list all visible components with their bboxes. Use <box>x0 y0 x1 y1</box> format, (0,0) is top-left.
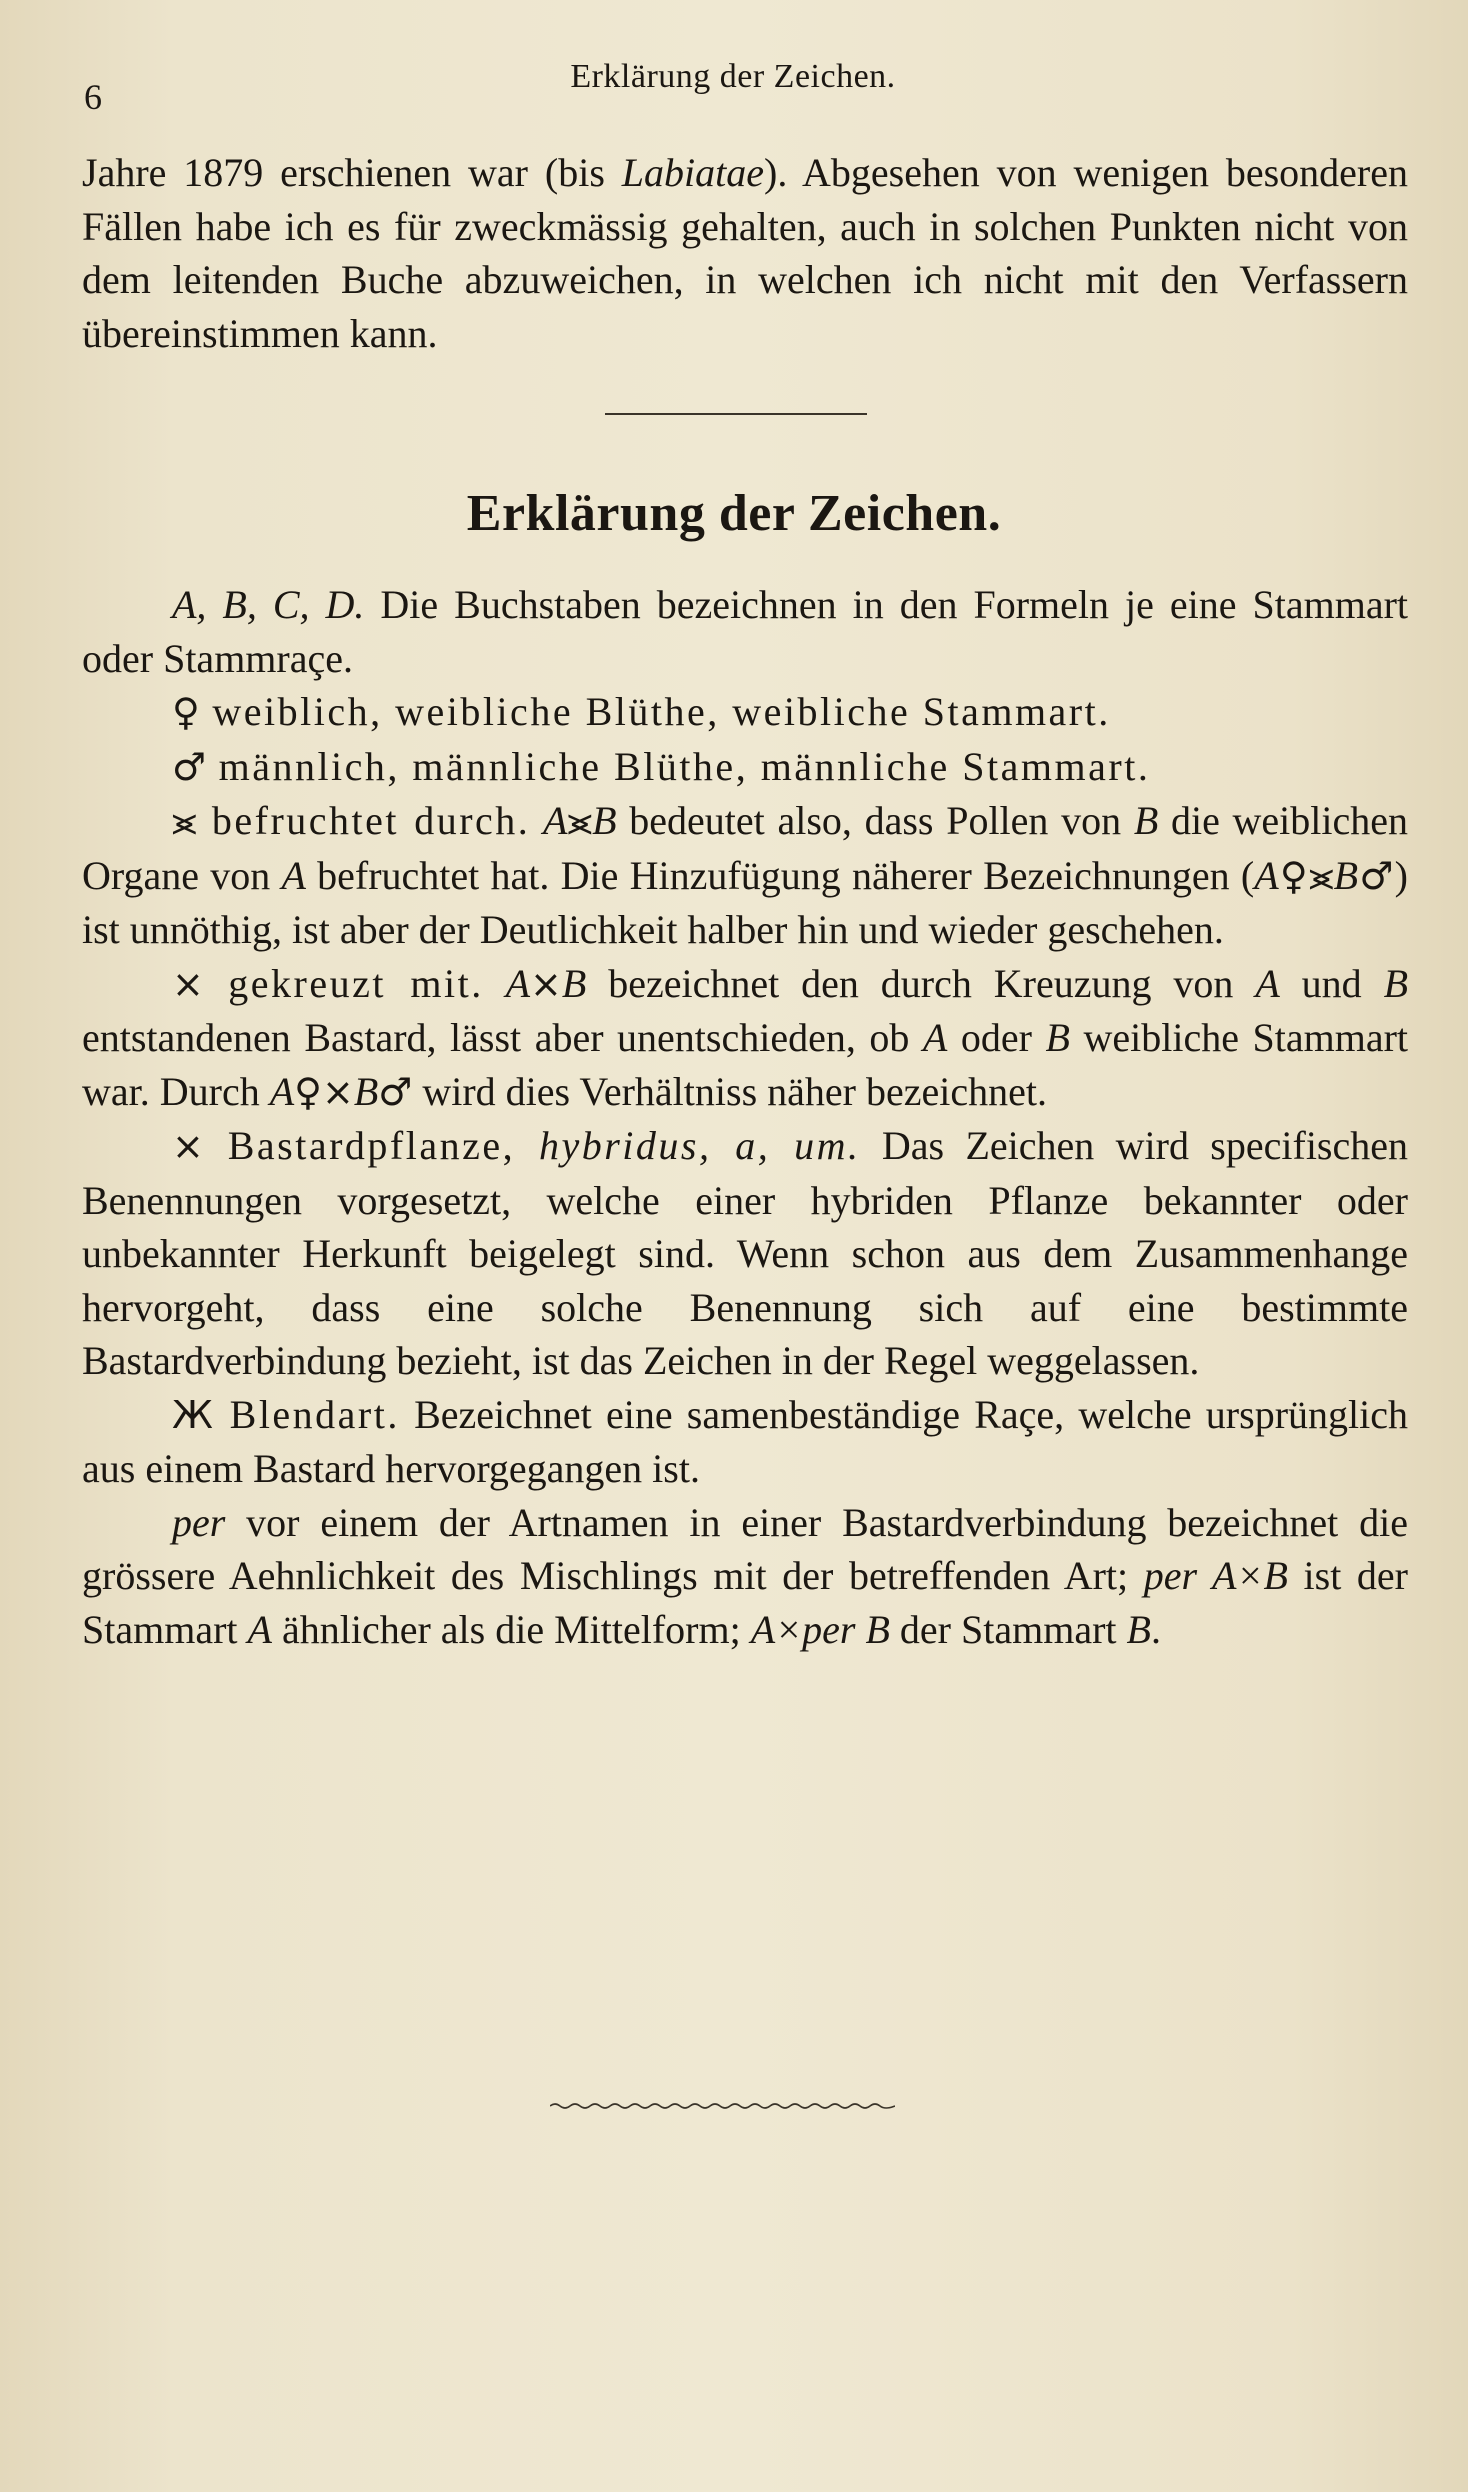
section-heading: Erklärung der Zeichen. <box>466 485 1002 542</box>
per-formula: per A×B <box>1143 1553 1288 1598</box>
male-symbol-icon: ♂ <box>378 1069 413 1114</box>
formula-letter: A <box>247 1606 272 1652</box>
intro-text: Jahre 1879 erschienen war (bis <box>82 150 622 195</box>
entry-hybrid <box>82 1119 1408 1388</box>
crossed-text: wird dies Verhältniss näher bezeichnet. <box>412 1068 1047 1114</box>
symbol-explanations <box>82 578 1408 1656</box>
crossed-text: entstandenen Bastard, lässt aber unentschieden, ob <box>82 1015 923 1060</box>
entry-letters <box>82 578 1408 685</box>
formula-letter: B <box>561 960 587 1006</box>
letters-text: Die Buchstaben bezeichnen in den Formeln je eine Stammart oder Stammraçe. <box>82 582 1408 681</box>
blendart-symbol-icon: Ж <box>172 1392 213 1437</box>
formula-letter: A <box>505 960 531 1006</box>
fertilized-text: bedeutet also, dass Pollen von <box>616 798 1134 843</box>
formula-letter: B <box>1133 798 1159 843</box>
entry-female <box>82 685 1408 740</box>
intro-paragraph <box>82 146 1408 360</box>
running-head: Erklärung der Zeichen. <box>570 58 896 95</box>
female-symbol-icon: ♀ <box>172 690 200 734</box>
page-number: 6 <box>84 77 102 117</box>
fertilized-symbol-icon: ⪤ <box>172 799 197 843</box>
blendart-label: Blendart. <box>212 1391 400 1437</box>
formula-letter: A <box>543 798 568 843</box>
entry-blendart <box>82 1388 1408 1496</box>
male-symbol-icon: ♂ <box>172 744 207 789</box>
formula-letter: B <box>1333 852 1359 898</box>
male-text: männlich, männliche Blüthe, männliche Stammart. <box>206 743 1151 789</box>
entry-fertilized <box>82 794 1408 957</box>
entry-per <box>82 1496 1408 1657</box>
formula-letter: B <box>353 1068 379 1114</box>
end-divider <box>550 2100 895 2112</box>
female-fertilized-symbol-icon: ♀⪤ <box>1278 853 1334 898</box>
female-text: weiblich, weibliche Blüthe, weibliche Stammart. <box>199 689 1111 734</box>
section-divider <box>605 413 867 415</box>
female-cross-symbol-icon: ♀× <box>294 1069 354 1114</box>
formula-letter: A <box>922 1015 948 1060</box>
formula-letter: A <box>269 1068 295 1114</box>
hybrid-label: Bastardpflanze, <box>203 1123 516 1168</box>
formula-letter: A <box>281 852 306 898</box>
fertilized-symbol-icon: ⪤ <box>567 799 593 843</box>
intro-text-rest: ). Abgesehen von wenigen besonderen Fällen habe ich es für zweckmässig gehalten, auch in solchen Punkten nicht von dem leitenden Buche abzuweichen, in welchen ich nicht mit den Verfassern übereinstimmen kann. <box>82 150 1408 356</box>
per-text: . <box>1150 1606 1161 1652</box>
formula-letter: B <box>592 798 617 843</box>
formula-letter: B <box>1126 1606 1151 1652</box>
formula-letter: B <box>1383 960 1408 1006</box>
per-text: ähnlicher als die Mittelform; <box>271 1606 751 1652</box>
hybrid-latin: hybridus, a, um. <box>515 1123 861 1168</box>
per-term: per <box>172 1499 226 1545</box>
per-formula: A×per B <box>750 1606 890 1652</box>
blendart-text: Bezeichnet eine samenbeständige Raçe, welche ursprünglich aus einem Bastard hervorgegangen ist. <box>82 1391 1408 1491</box>
fertilized-text: befruchtet hat. Die Hinzufügung näherer Bezeichnungen ( <box>305 852 1255 898</box>
crossed-text: und <box>1279 960 1384 1006</box>
entry-crossed <box>82 957 1408 1120</box>
per-text: vor einem der Artnamen in einer Bastardverbindung bezeichnet die grössere Aehnlichkeit des Mischlings mit der betreffenden Art; <box>82 1499 1408 1598</box>
page-header <box>78 56 1388 117</box>
entry-male <box>82 740 1408 795</box>
crossed-text: oder <box>947 1015 1046 1060</box>
crossed-label: gekreuzt mit. <box>203 960 484 1006</box>
cross-symbol-icon: × <box>172 961 204 1006</box>
crossed-text: bezeichnet den durch Kreuzung von <box>586 960 1256 1006</box>
fertilized-text: die weiblichen Organe von <box>82 798 1409 898</box>
per-text: ist der Stammart <box>82 1553 1409 1652</box>
letters-lead: A, B, C, D. <box>172 582 365 627</box>
hybrid-symbol-icon: ⨯ <box>172 1124 204 1168</box>
formula-letter: B <box>1045 1015 1070 1060</box>
cross-symbol-icon: × <box>530 961 562 1006</box>
intro-italic: Labiatae <box>621 150 764 195</box>
fertilized-text: ) ist unnöthig, ist aber der Deutlichkeit halber hin und wieder geschehen. <box>82 852 1408 952</box>
hybrid-text: Das Zeichen wird specifischen Benennungen vorgesetzt, welche einer hybriden Pflanze bekannter oder unbekannter Herkunft beigelegt sind. Wenn schon aus dem Zusammenhange hervorgeht, dass eine solche Benennung sich auf eine bestimmte Bastardverbindung bezieht, ist das Zeichen in der Regel weggelassen. <box>82 1123 1408 1383</box>
fertilized-label: befruchtet durch. <box>196 798 531 843</box>
male-symbol-icon: ♂ <box>1358 853 1395 898</box>
formula-letter: A <box>1255 960 1280 1006</box>
per-text: der Stammart <box>889 1606 1127 1652</box>
crossed-text: weibliche Stammart war. Durch <box>82 1015 1409 1114</box>
formula-letter: A <box>1254 852 1279 898</box>
